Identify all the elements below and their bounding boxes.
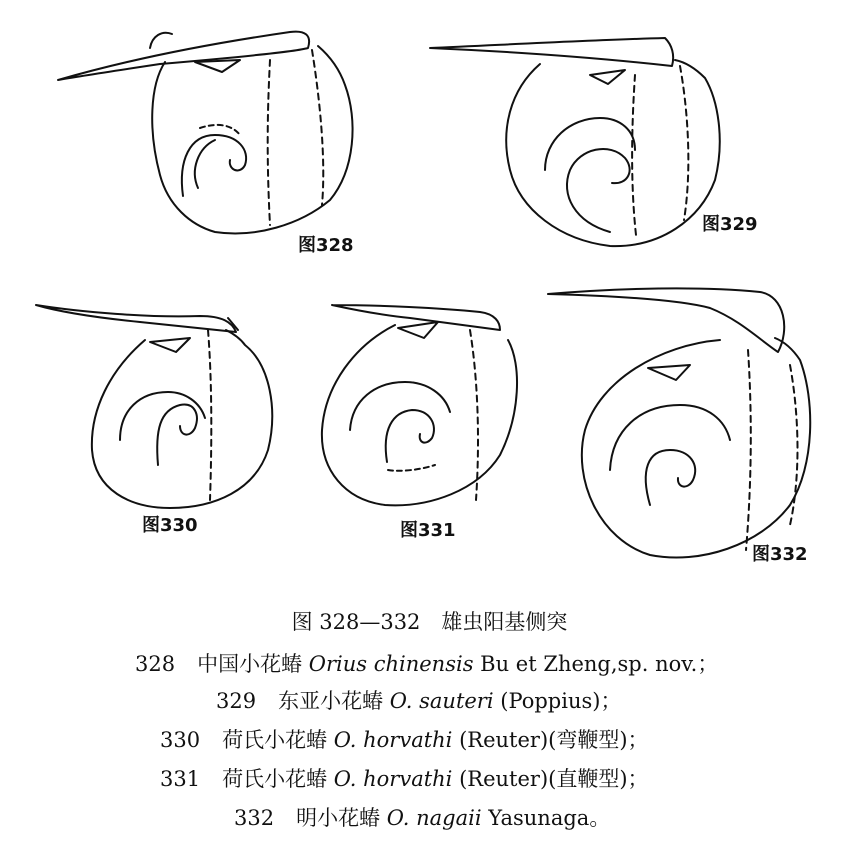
entry-species: Orius chinensis [308, 652, 474, 676]
entry-chinese-name: 明小花蝽 [296, 806, 381, 830]
caption-entry [135, 648, 718, 678]
entry-author: Yasunaga。 [488, 806, 611, 830]
entry-chinese-name: 荷氏小花蝽 [222, 728, 328, 752]
entry-number: 332 [234, 806, 275, 830]
entry-number: 331 [160, 767, 201, 791]
entry-species: O. nagaii [386, 806, 482, 830]
figure-331-label: 图331 [400, 520, 456, 541]
caption-entry [160, 724, 649, 754]
figure-328-drawing [58, 32, 353, 234]
entry-number: 330 [160, 728, 201, 752]
figure-331-drawing [322, 305, 517, 505]
entry-chinese-name: 东亚小花蝽 [278, 689, 384, 713]
entry-author: Bu et Zheng,sp. nov.； [480, 652, 719, 676]
entry-species: O. sauteri [389, 689, 494, 713]
entry-number: 328 [135, 652, 176, 676]
figure-329-drawing [430, 38, 720, 246]
entry-species: O. horvathi [333, 767, 453, 791]
figure-330-label: 图330 [142, 515, 198, 536]
caption-title: 图 328—332 雄虫阳基侧突 [291, 610, 568, 634]
figure-328-label: 图328 [298, 235, 354, 256]
entry-author: (Poppius)； [500, 689, 622, 713]
caption-entry [234, 802, 610, 832]
entry-number: 329 [216, 689, 257, 713]
figure-330-drawing [36, 305, 272, 508]
entry-chinese-name: 中国小花蝽 [197, 652, 303, 676]
figure-332-label: 图332 [752, 544, 808, 565]
entry-author: (Reuter)(弯鞭型)； [459, 728, 649, 752]
entry-species: O. horvathi [333, 728, 453, 752]
entry-author: (Reuter)(直鞭型)； [459, 767, 649, 791]
entry-chinese-name: 荷氏小花蝽 [222, 767, 328, 791]
figure-332-drawing [548, 288, 810, 557]
caption-entry [160, 763, 649, 793]
caption-entry [216, 685, 621, 715]
figure-329-label: 图329 [702, 214, 758, 235]
